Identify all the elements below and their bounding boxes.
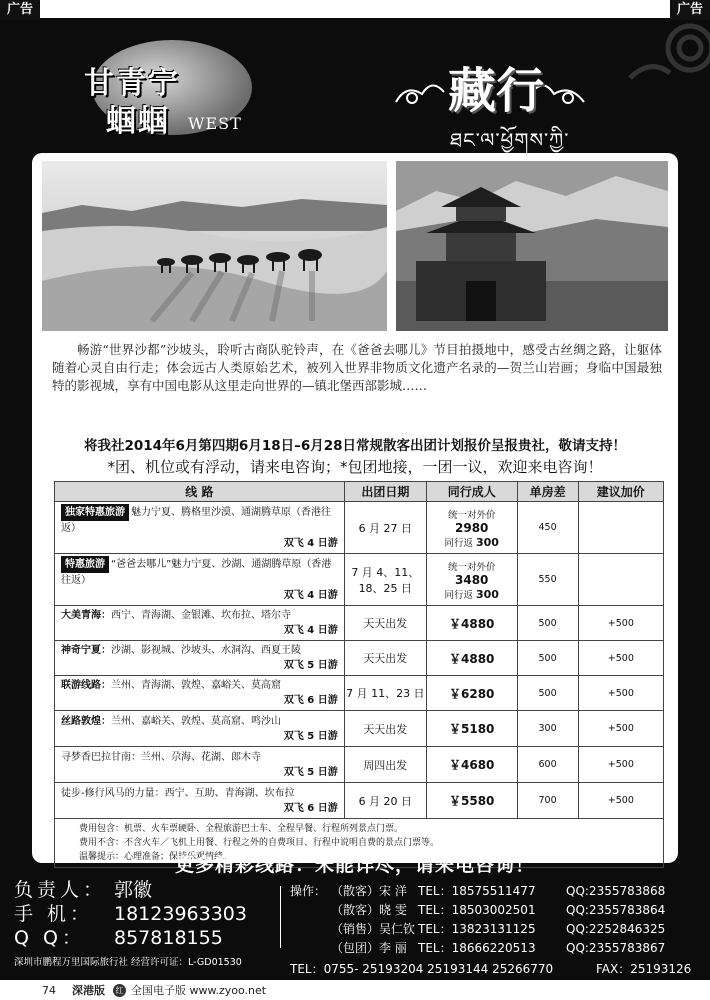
contact-divider (280, 886, 281, 948)
operator-name: （包团）李 丽 (331, 941, 407, 955)
operator-tel: TEL：13823131125 (418, 922, 536, 936)
intro-paragraph: 畅游“世界沙都”沙坡头，聆听古商队驼铃声，在《爸爸去哪儿》节目拍摄地中，感受古丝绸之路，让躯体随着心灵自由行走；体会远古人类原始艺术，被列入世界非物质文化遗产名录的—贺兰山岩画；身临中国最独特的影视城，享有中国电影从这里走向世界的—镇北堡西部影城…… (52, 342, 662, 393)
operator-row (290, 939, 705, 958)
route-text: 兰州、青海湖、敦煌、嘉峪关、莫高窟 (111, 680, 281, 691)
table-row (55, 676, 664, 711)
operators-label: 操作： (290, 884, 327, 898)
price-value: 3480 (455, 572, 489, 587)
ebook-link[interactable]: 全国电子版 www.zyoo.net (131, 984, 267, 997)
office-tel: TEL：0755- 25193204 25193144 25266770 (290, 962, 554, 976)
operator-name: （散客）晓 雯 (331, 903, 407, 917)
col-route: 线 路 (55, 482, 345, 502)
col-price: 同行成人 (426, 482, 517, 502)
suggested-markup: +500 (578, 641, 663, 676)
brand-name-line2: 蝈蝈 (106, 104, 170, 139)
route-name: 神奇宁夏： (61, 645, 111, 656)
jiayuguan-tower-photo (396, 161, 668, 331)
operator-row (290, 920, 705, 939)
mobile-number: 18123963303 (114, 903, 247, 925)
operator-qq: QQ:2355783864 (566, 903, 666, 917)
operator-tel: TEL：18666220513 (418, 941, 536, 955)
cloud-swirl-icon (620, 18, 710, 88)
col-suggested-markup: 建议加价 (578, 482, 663, 502)
route-text: 寻梦香巴拉甘南：兰州、尕海、花湖、郎木寺 (61, 751, 261, 763)
qq-label: Q Q： (14, 927, 85, 949)
route-duration: 双飞 5 日游 (283, 766, 338, 778)
depart-date: 周四出发 (344, 747, 426, 783)
route-text: 徒步-修行风马的力量：西宁、互助、青海湖、坎布拉 (61, 787, 295, 799)
price-value: ￥4680 (426, 747, 517, 783)
single-supplement: 500 (517, 641, 578, 676)
single-supplement: 550 (517, 554, 578, 606)
operator-row (290, 901, 705, 920)
ad-label-right: 广告 (670, 0, 710, 20)
depart-date: 7 月 4、11、18、25 日 (344, 554, 426, 606)
route-duration: 双飞 4 日游 (283, 538, 338, 549)
operator-name: （散客）宋 洋 (331, 884, 407, 898)
desert-camel-photo (42, 161, 387, 331)
single-supplement: 700 (517, 783, 578, 819)
schedule-notice: 将我社2014年6月第四期6月18日–6月28日常规散客出团计划报价呈报贵社，敬请支持！ (83, 438, 627, 454)
rebate-label: 同行返 (444, 589, 473, 601)
route-name: 丝路敦煌： (61, 715, 111, 727)
depart-date: 天天出发 (344, 711, 426, 747)
operator-qq: QQ:2355783867 (566, 941, 666, 955)
table-header-row (55, 482, 664, 502)
route-duration: 双飞 6 日游 (283, 695, 338, 706)
route-duration: 双飞 6 日游 (283, 802, 338, 814)
table-row (55, 606, 664, 641)
suggested-markup: +500 (578, 676, 663, 711)
rebate-label: 同行返 (444, 537, 473, 549)
brand-logo-right (392, 48, 592, 152)
more-routes-banner: 更多精彩线路：未能详尽，请来电咨询！ (174, 854, 535, 876)
single-supplement: 300 (517, 711, 578, 747)
route-text: 兰州、嘉峪关、敦煌、莫高窟、鸣沙山 (111, 715, 281, 727)
tips-note: 温馨提示：心理准备；保持乐观情绪。 (79, 852, 233, 862)
price-value: ￥4880 (426, 606, 517, 641)
fee-includes-note: 费用包含：机票、火车票硬卧、全程旅游巴士车、全程早餐、行程所列景点门票。 (79, 824, 404, 834)
table-row (55, 641, 664, 676)
rebate-value: 300 (476, 535, 499, 549)
single-supplement: 500 (517, 676, 578, 711)
route-name: 大美青海： (61, 610, 111, 621)
qq-number: 857818155 (114, 927, 223, 949)
suggested-markup: +500 (578, 711, 663, 747)
operator-row (290, 882, 705, 901)
operator-qq: QQ:2355783868 (566, 884, 666, 898)
suggested-markup: +500 (578, 747, 663, 783)
table-row (55, 502, 664, 554)
price-value: 2980 (455, 520, 489, 535)
depart-date: 6 月 20 日 (344, 783, 426, 819)
price-value: ￥4880 (426, 641, 517, 676)
page-number: 74 (42, 984, 56, 997)
route-text: 西宁、青海湖、金银滩、坎布拉、塔尔寺 (111, 610, 291, 621)
office-fax: FAX：25193126 (596, 962, 692, 976)
single-supplement: 500 (517, 606, 578, 641)
price-label: 统一对外价 (447, 561, 496, 573)
exclusive-badge: 独家特惠旅游 (61, 504, 129, 521)
brand-title-zangxing: 藏行 (448, 63, 545, 119)
price-value: ￥5180 (426, 711, 517, 747)
depart-date: 天天出发 (344, 606, 426, 641)
price-value: ￥6280 (426, 676, 517, 711)
price-table (54, 481, 664, 868)
suggested-markup: +500 (578, 783, 663, 819)
route-duration: 双飞 4 日游 (283, 625, 338, 636)
operator-name: （销售）吴仁钦 (331, 922, 416, 936)
brand-logo-left (80, 32, 270, 142)
route-text: 魅力宁夏、腾格里沙漠、通湖腾草原（香港往返） (61, 507, 331, 534)
operator-qq: QQ:2252846325 (566, 922, 666, 936)
route-name: 联游线路： (61, 680, 111, 691)
single-supplement: 600 (517, 747, 578, 783)
company-license: 深圳市鹏程万里国际旅行社 经营许可证：L-GD01530 (14, 957, 242, 968)
ad-label-left: 广告 (0, 0, 40, 20)
table-row (55, 783, 664, 819)
route-duration: 双飞 5 日游 (283, 660, 338, 671)
brand-tibetan-script: ཐང་ལ་ཕྱོགས་ཀྱི་ (450, 128, 570, 152)
depart-date: 7 月 11、23 日 (344, 676, 426, 711)
consult-notice: *团、机位或有浮动，请来电咨询；*包团地接，一团一议，欢迎来电咨询！ (107, 458, 603, 476)
operator-tel: TEL：18575511477 (418, 884, 536, 898)
depart-date: 6 月 27 日 (344, 502, 426, 554)
rebate-value: 300 (476, 587, 499, 601)
single-supplement: 450 (517, 502, 578, 554)
page-footer (0, 981, 710, 1000)
brand-west: WEST (188, 114, 242, 133)
edition-name: 深港版 (72, 984, 105, 997)
table-row (55, 554, 664, 606)
manager-label: 负责人： (14, 879, 107, 901)
special-offer-badge: 特惠旅游 (61, 556, 109, 573)
mobile-label: 手 机： (14, 903, 94, 925)
suggested-markup (578, 554, 663, 606)
suggested-markup: +500 (578, 606, 663, 641)
depart-date: 天天出发 (344, 641, 426, 676)
price-label: 统一对外价 (447, 509, 496, 521)
route-text: 沙湖、影视城、沙坡头、水洞沟、西夏王陵 (111, 645, 301, 656)
col-date: 出团日期 (344, 482, 426, 502)
brand-name-line1: 甘青宁 (84, 66, 180, 101)
content-card (32, 153, 678, 863)
table-row (55, 747, 664, 783)
table-row (55, 711, 664, 747)
operator-tel: TEL：18503002501 (418, 903, 536, 917)
operator-contacts (290, 882, 705, 979)
fee-excludes-note: 费用不含：不含火车／飞机上用餐、行程之外的自费项目、行程中说明自费的景点门票等。 (79, 838, 440, 848)
route-text: “爸爸去哪儿”魅力宁夏、沙湖、通湖腾草原（香港往返） (61, 559, 332, 586)
suggested-markup (578, 502, 663, 554)
manager-name: 郭徽 (114, 879, 153, 901)
col-single-supplement: 单房差 (517, 482, 578, 502)
route-duration: 双飞 5 日游 (283, 730, 338, 742)
ad-page (0, 18, 710, 980)
route-duration: 双飞 4 日游 (283, 590, 338, 601)
office-phone-row (290, 960, 705, 979)
price-value: ￥5580 (426, 783, 517, 819)
edition-circle-icon: 红 (113, 984, 126, 997)
manager-contact (14, 878, 284, 968)
